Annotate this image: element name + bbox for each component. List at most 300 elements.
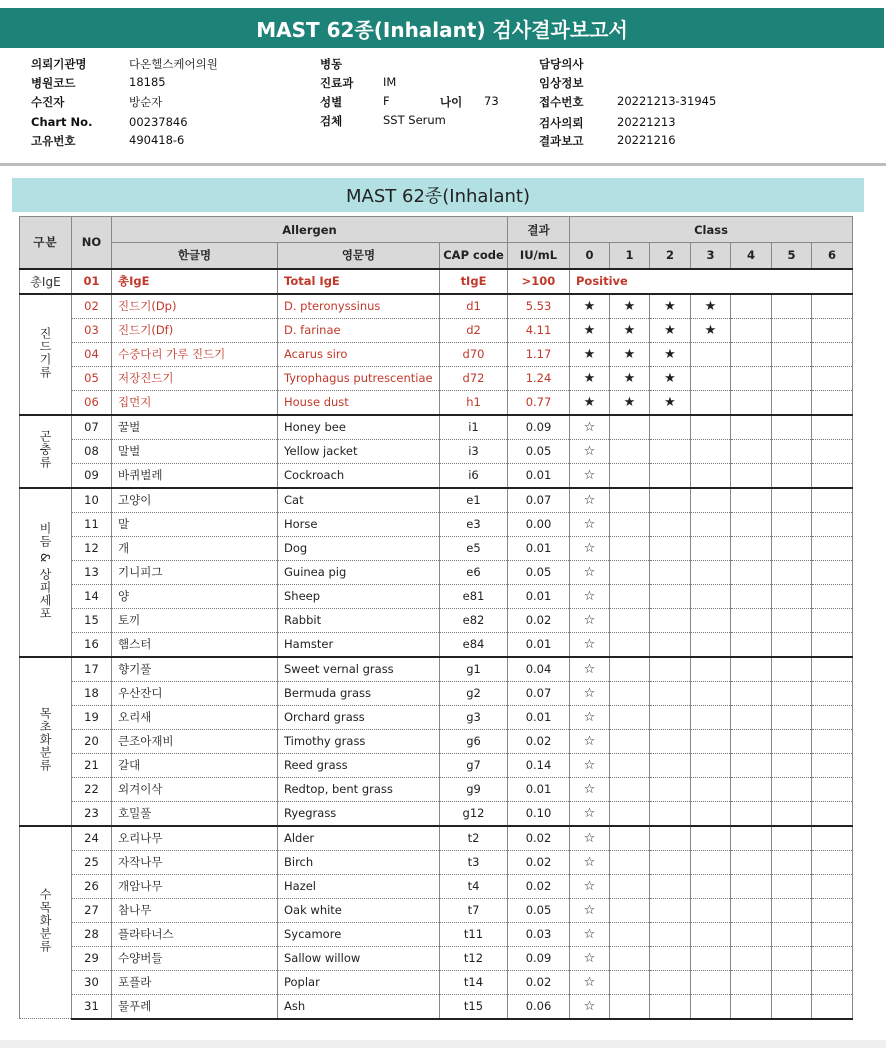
class-cell [731, 753, 772, 777]
row-kor-name: 저장진드기 [112, 366, 278, 390]
class-cell [610, 512, 650, 536]
class-cell [812, 608, 853, 632]
class-cell [812, 439, 853, 463]
empty-star-icon: ☆ [570, 681, 610, 705]
class-cell [610, 608, 650, 632]
row-no: 12 [72, 536, 112, 560]
row-cap-code: e82 [440, 608, 508, 632]
row-kor-name: 외겨이삭 [112, 777, 278, 801]
row-cap-code: e3 [440, 512, 508, 536]
value-age: 73 [484, 94, 499, 108]
row-cap-code: i1 [440, 415, 508, 440]
label-doctor: 담당의사 [539, 57, 584, 71]
row-result: 0.02 [508, 970, 570, 994]
allergen-results-table [19, 216, 853, 1020]
row-cap-code: tIgE [440, 269, 508, 294]
class-cell [691, 632, 731, 657]
class-cell [691, 874, 731, 898]
class-cell [731, 560, 772, 584]
allergen-row [20, 874, 853, 898]
class-cell [731, 342, 772, 366]
class-cell [610, 898, 650, 922]
class-cell [772, 850, 812, 874]
row-cap-code: g6 [440, 729, 508, 753]
row-cap-code: g7 [440, 753, 508, 777]
class-cell [691, 970, 731, 994]
class-cell [650, 753, 691, 777]
value-specimen: SST Serum [383, 113, 446, 127]
class-cell [650, 536, 691, 560]
class-cell [650, 705, 691, 729]
row-eng-name: Sheep [278, 584, 440, 608]
group-label [20, 488, 72, 657]
row-result: 0.05 [508, 898, 570, 922]
row-cap-code: g1 [440, 657, 508, 682]
row-result: 1.24 [508, 366, 570, 390]
row-kor-name: 개 [112, 536, 278, 560]
row-no: 18 [72, 681, 112, 705]
class-cell [610, 536, 650, 560]
allergen-row [20, 729, 853, 753]
row-kor-name: 집먼지 [112, 390, 278, 415]
value-hospital-code: 18185 [129, 75, 166, 89]
row-cap-code: g9 [440, 777, 508, 801]
row-no: 20 [72, 729, 112, 753]
filled-star-icon: ★ [610, 342, 650, 366]
class-cell [610, 801, 650, 826]
label-unique-id: 고유번호 [31, 134, 76, 148]
row-result: 0.01 [508, 536, 570, 560]
row-no: 05 [72, 366, 112, 390]
class-cell [731, 632, 772, 657]
value-result-report: 20221216 [617, 133, 676, 147]
allergen-row [20, 681, 853, 705]
row-result: 0.05 [508, 439, 570, 463]
class-cell [691, 342, 731, 366]
subheader-row [20, 243, 853, 269]
header-result: 결과 [508, 217, 570, 243]
row-kor-name: 큰조아재비 [112, 729, 278, 753]
row-result: 1.17 [508, 342, 570, 366]
row-cap-code: t2 [440, 826, 508, 851]
class-cell [610, 970, 650, 994]
class-cell [812, 366, 853, 390]
row-cap-code: t15 [440, 994, 508, 1019]
row-kor-name: 갈대 [112, 753, 278, 777]
value-receipt-no: 20221213-31945 [617, 94, 717, 108]
class-cell [812, 681, 853, 705]
allergen-row [20, 560, 853, 584]
row-kor-name: 수중다리 가루 진드기 [112, 342, 278, 366]
row-no: 26 [72, 874, 112, 898]
class-cell [772, 560, 812, 584]
allergen-row [20, 366, 853, 390]
class-cell [772, 777, 812, 801]
empty-star-icon: ☆ [570, 560, 610, 584]
row-eng-name: Ryegrass [278, 801, 440, 826]
class-cell [812, 753, 853, 777]
row-kor-name: 바퀴벌레 [112, 463, 278, 488]
row-cap-code: d72 [440, 366, 508, 390]
class-cell [691, 922, 731, 946]
row-eng-name: Rabbit [278, 608, 440, 632]
class-cell [731, 415, 772, 440]
empty-star-icon: ☆ [570, 439, 610, 463]
class-cell [691, 463, 731, 488]
class-cell [691, 994, 731, 1019]
class-cell [731, 970, 772, 994]
class-cell [772, 753, 812, 777]
table-body [20, 269, 853, 1019]
class-cell [610, 657, 650, 682]
filled-star-icon: ★ [650, 390, 691, 415]
allergen-row [20, 390, 853, 415]
row-no: 14 [72, 584, 112, 608]
row-no: 02 [72, 294, 112, 319]
class-cell [691, 753, 731, 777]
class-cell [772, 946, 812, 970]
class-cell [812, 390, 853, 415]
class-cell [772, 657, 812, 682]
empty-star-icon: ☆ [570, 729, 610, 753]
row-result: 0.02 [508, 608, 570, 632]
class-cell [610, 681, 650, 705]
class-cell [650, 970, 691, 994]
row-kor-name: 자작나무 [112, 850, 278, 874]
empty-star-icon: ☆ [570, 826, 610, 851]
class-cell [691, 898, 731, 922]
row-no: 01 [72, 269, 112, 294]
class-cell [650, 439, 691, 463]
class-cell [812, 318, 853, 342]
row-no: 30 [72, 970, 112, 994]
row-result: 0.02 [508, 874, 570, 898]
empty-star-icon: ☆ [570, 463, 610, 488]
header-class-level: 2 [650, 243, 691, 269]
class-cell [650, 801, 691, 826]
row-eng-name: Dog [278, 536, 440, 560]
class-cell [812, 342, 853, 366]
class-cell [731, 294, 772, 319]
row-eng-name: Sweet vernal grass [278, 657, 440, 682]
allergen-row [20, 657, 853, 682]
label-hospital-code: 병원코드 [31, 76, 76, 90]
row-kor-name: 총IgE [112, 269, 278, 294]
empty-star-icon: ☆ [570, 970, 610, 994]
row-result: 4.11 [508, 318, 570, 342]
row-result: 0.09 [508, 946, 570, 970]
class-cell [772, 463, 812, 488]
allergen-row [20, 922, 853, 946]
class-cell [731, 874, 772, 898]
class-cell [731, 994, 772, 1019]
row-eng-name: Tyrophagus putrescentiae [278, 366, 440, 390]
value-sex: F [383, 94, 390, 108]
row-no: 23 [72, 801, 112, 826]
class-cell [772, 366, 812, 390]
class-cell [610, 560, 650, 584]
header-unit: IU/mL [508, 243, 570, 269]
filled-star-icon: ★ [610, 294, 650, 319]
class-cell [610, 729, 650, 753]
row-no: 06 [72, 390, 112, 415]
class-cell [650, 512, 691, 536]
class-cell [650, 922, 691, 946]
filled-star-icon: ★ [610, 366, 650, 390]
empty-star-icon: ☆ [570, 512, 610, 536]
class-cell [812, 922, 853, 946]
class-cell [812, 512, 853, 536]
row-result: >100 [508, 269, 570, 294]
group-label-text: 수목화분류 [38, 888, 52, 954]
class-cell [691, 415, 731, 440]
row-kor-name: 기니피그 [112, 560, 278, 584]
class-cell [731, 922, 772, 946]
class-cell [650, 608, 691, 632]
class-cell [731, 488, 772, 513]
class-cell [772, 512, 812, 536]
row-kor-name: 햄스터 [112, 632, 278, 657]
row-kor-name: 호밀풀 [112, 801, 278, 826]
row-eng-name: Sycamore [278, 922, 440, 946]
class-cell [812, 946, 853, 970]
allergen-row [20, 632, 853, 657]
label-age: 나이 [440, 95, 463, 109]
filled-star-icon: ★ [650, 318, 691, 342]
allergen-row [20, 826, 853, 851]
empty-star-icon: ☆ [570, 488, 610, 513]
row-cap-code: t11 [440, 922, 508, 946]
header-class-level: 0 [570, 243, 610, 269]
class-cell [731, 826, 772, 851]
class-cell [691, 850, 731, 874]
row-kor-name: 진드기(Df) [112, 318, 278, 342]
class-cell [812, 970, 853, 994]
row-cap-code: t7 [440, 898, 508, 922]
label-receipt-no: 접수번호 [539, 95, 584, 109]
row-eng-name: Bermuda grass [278, 681, 440, 705]
row-result: 0.01 [508, 777, 570, 801]
value-department: IM [383, 75, 397, 89]
class-cell [650, 488, 691, 513]
class-cell [610, 946, 650, 970]
row-eng-name: Guinea pig [278, 560, 440, 584]
row-result: 0.00 [508, 512, 570, 536]
row-no: 11 [72, 512, 112, 536]
class-cell [731, 463, 772, 488]
row-no: 08 [72, 439, 112, 463]
class-cell [812, 850, 853, 874]
class-cell [772, 536, 812, 560]
row-kor-name: 양 [112, 584, 278, 608]
class-cell [772, 318, 812, 342]
row-result: 0.10 [508, 801, 570, 826]
class-cell [691, 536, 731, 560]
class-cell [812, 560, 853, 584]
class-cell [731, 608, 772, 632]
class-cell [731, 657, 772, 682]
class-cell [650, 874, 691, 898]
class-cell [772, 898, 812, 922]
row-cap-code: t12 [440, 946, 508, 970]
class-cell [772, 801, 812, 826]
header-class-level: 6 [812, 243, 853, 269]
value-test-request: 20221213 [617, 115, 676, 129]
class-cell [731, 850, 772, 874]
class-cell [772, 705, 812, 729]
label-clinical-info: 임상정보 [539, 76, 584, 90]
row-no: 21 [72, 753, 112, 777]
filled-star-icon: ★ [570, 390, 610, 415]
header-eng-name: 영문명 [278, 243, 440, 269]
group-label-text: 곤충류 [38, 430, 52, 469]
class-cell [812, 632, 853, 657]
class-cell [691, 366, 731, 390]
row-cap-code: e84 [440, 632, 508, 657]
row-result: 0.07 [508, 488, 570, 513]
class-cell [650, 850, 691, 874]
row-cap-code: i3 [440, 439, 508, 463]
row-kor-name: 물푸레 [112, 994, 278, 1019]
class-cell [731, 439, 772, 463]
class-cell [812, 994, 853, 1019]
row-kor-name: 토끼 [112, 608, 278, 632]
row-class-text: Positive [570, 269, 853, 294]
class-cell [772, 826, 812, 851]
empty-star-icon: ☆ [570, 415, 610, 440]
empty-star-icon: ☆ [570, 536, 610, 560]
class-cell [772, 922, 812, 946]
filled-star-icon: ★ [570, 342, 610, 366]
row-eng-name: Acarus siro [278, 342, 440, 366]
class-cell [731, 705, 772, 729]
class-cell [691, 439, 731, 463]
class-cell [772, 970, 812, 994]
allergen-row [20, 415, 853, 440]
group-label-text: 목초화분류 [38, 707, 52, 772]
class-cell [610, 488, 650, 513]
row-result: 0.09 [508, 415, 570, 440]
row-no: 03 [72, 318, 112, 342]
row-eng-name: Timothy grass [278, 729, 440, 753]
allergen-row [20, 705, 853, 729]
row-eng-name: Total IgE [278, 269, 440, 294]
filled-star-icon: ★ [650, 294, 691, 319]
class-cell [812, 415, 853, 440]
class-cell [812, 874, 853, 898]
class-cell [650, 777, 691, 801]
total-ige-row [20, 269, 853, 294]
allergen-row [20, 608, 853, 632]
row-kor-name: 향기풀 [112, 657, 278, 682]
allergen-row [20, 536, 853, 560]
header-class-level: 4 [731, 243, 772, 269]
class-cell [731, 366, 772, 390]
row-kor-name: 꿀벌 [112, 415, 278, 440]
class-cell [772, 439, 812, 463]
class-cell [772, 632, 812, 657]
row-kor-name: 말 [112, 512, 278, 536]
class-cell [691, 826, 731, 851]
row-cap-code: e5 [440, 536, 508, 560]
class-cell [772, 874, 812, 898]
class-cell [610, 584, 650, 608]
class-cell [650, 632, 691, 657]
row-kor-name: 우산잔디 [112, 681, 278, 705]
filled-star-icon: ★ [570, 294, 610, 319]
class-cell [812, 777, 853, 801]
row-eng-name: Sallow willow [278, 946, 440, 970]
allergen-row [20, 439, 853, 463]
class-cell [772, 729, 812, 753]
class-cell [610, 994, 650, 1019]
header-group: 구분 [20, 217, 72, 269]
allergen-row [20, 294, 853, 319]
class-cell [812, 584, 853, 608]
row-result: 0.02 [508, 826, 570, 851]
class-cell [610, 850, 650, 874]
group-label [20, 657, 72, 826]
empty-star-icon: ☆ [570, 777, 610, 801]
empty-star-icon: ☆ [570, 584, 610, 608]
allergen-row [20, 777, 853, 801]
row-no: 16 [72, 632, 112, 657]
row-eng-name: Redtop, bent grass [278, 777, 440, 801]
row-eng-name: Honey bee [278, 415, 440, 440]
filled-star-icon: ★ [691, 294, 731, 319]
label-test-request: 검사의뢰 [539, 116, 584, 130]
class-cell [691, 390, 731, 415]
class-cell [610, 632, 650, 657]
class-cell [772, 415, 812, 440]
empty-star-icon: ☆ [570, 922, 610, 946]
group-label [20, 415, 72, 488]
section-title: MAST 62종(Inhalant) [12, 178, 864, 212]
allergen-row [20, 946, 853, 970]
class-cell [731, 729, 772, 753]
row-kor-name: 개암나무 [112, 874, 278, 898]
header-class-level: 1 [610, 243, 650, 269]
row-cap-code: e1 [440, 488, 508, 513]
class-cell [610, 415, 650, 440]
class-cell [650, 681, 691, 705]
row-eng-name: Oak white [278, 898, 440, 922]
row-kor-name: 말벌 [112, 439, 278, 463]
row-eng-name: Orchard grass [278, 705, 440, 729]
row-no: 28 [72, 922, 112, 946]
class-cell [650, 463, 691, 488]
class-cell [812, 705, 853, 729]
row-eng-name: Alder [278, 826, 440, 851]
allergen-row [20, 850, 853, 874]
class-cell [731, 777, 772, 801]
row-no: 27 [72, 898, 112, 922]
class-cell [691, 512, 731, 536]
class-cell [691, 777, 731, 801]
class-cell [691, 801, 731, 826]
value-patient: 방순자 [129, 95, 163, 109]
class-cell [772, 294, 812, 319]
header-class-level: 5 [772, 243, 812, 269]
header-no: NO [72, 217, 112, 269]
row-kor-name: 참나무 [112, 898, 278, 922]
label-department: 진료과 [320, 76, 354, 90]
row-eng-name: Horse [278, 512, 440, 536]
row-no: 22 [72, 777, 112, 801]
allergen-row [20, 584, 853, 608]
label-ward: 병동 [320, 57, 343, 71]
value-unique-id: 490418-6 [129, 133, 185, 147]
